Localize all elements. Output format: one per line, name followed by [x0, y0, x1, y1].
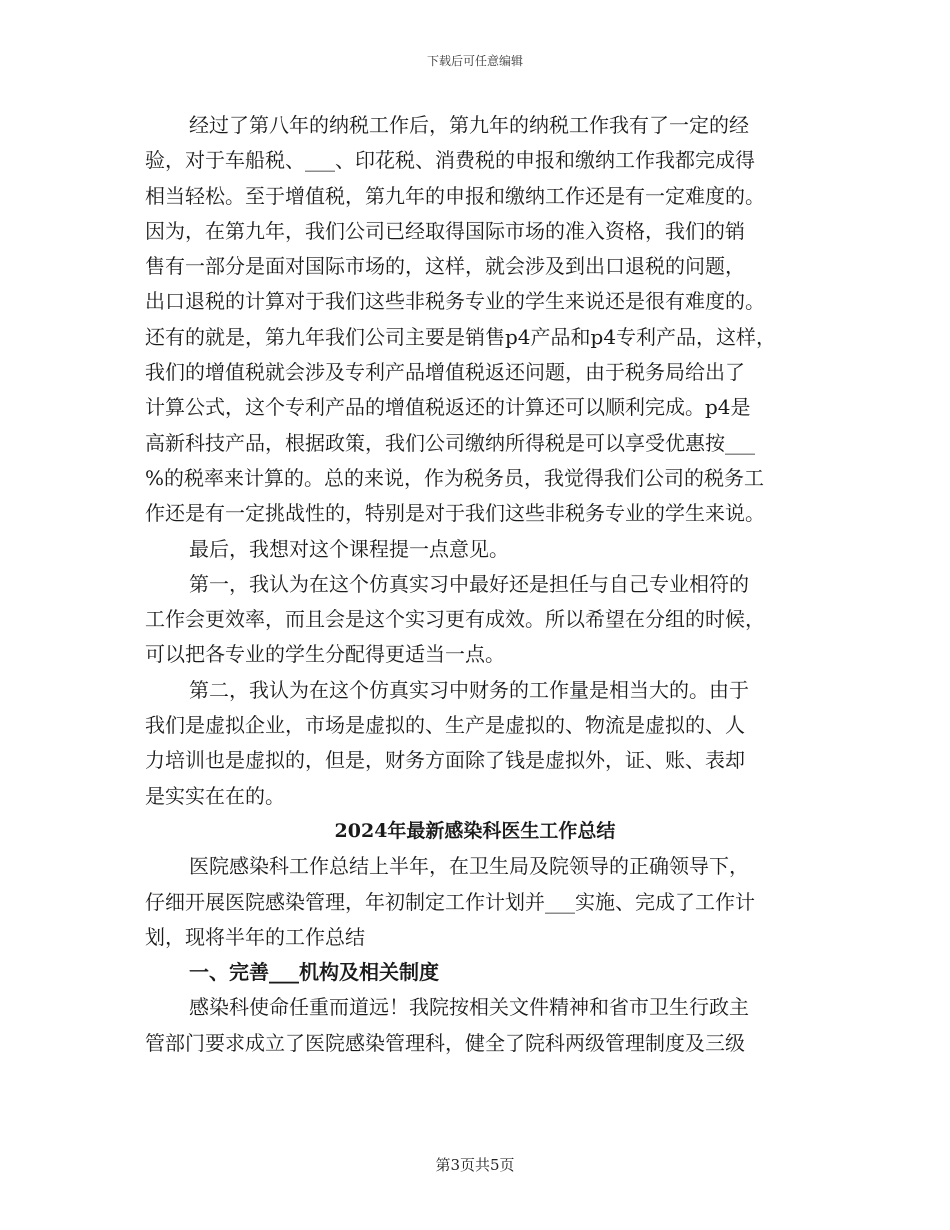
paragraph-line: 最后，我想对这个课程提一点意见。 — [189, 536, 509, 561]
paragraph-line: 第二，我认为在这个仿真实习中财务的工作量是相当大的。由于 — [189, 677, 749, 702]
paragraph-line: 第一，我认为在这个仿真实习中最好还是担任与自己专业相符的 — [189, 571, 749, 596]
section-title: 2024年最新感染科医生工作总结 — [334, 819, 616, 842]
paragraph-line: %的税率来计算的。总的来说，作为税务员，我觉得我们公司的税务工 — [145, 465, 765, 490]
paragraph-line: 管部门要求成立了医院感染管理科，健全了院科两级管理制度及三级 — [145, 1030, 745, 1055]
paragraph-line: 可以把各专业的学生分配得更适当一点。 — [145, 642, 505, 667]
document-body — [145, 108, 805, 1061]
paragraph-line: 工作会更效率，而且会是这个实习更有成效。所以希望在分组的时候， — [145, 607, 765, 632]
paragraph-line: 划，现将半年的工作总结 — [145, 924, 365, 949]
header-note: 下载后可任意编辑 — [426, 54, 523, 68]
paragraph-line: 高新科技产品，根据政策，我们公司缴纳所得税是可以享受优惠按___ — [145, 430, 755, 455]
paragraph-line: 仔细开展医院感染管理，年初制定工作计划并___实施、完成了工作计 — [145, 889, 755, 914]
paragraph-line: 相当轻松。至于增值税，第九年的申报和缴纳工作还是有一定难度的。 — [145, 183, 765, 208]
subsection-heading: 一、完善___机构及相关制度 — [189, 960, 439, 985]
paragraph-line: 因为，在第九年，我们公司已经取得国际市场的准入资格，我们的销 — [145, 218, 745, 243]
paragraph-line: 力培训也是虚拟的，但是，财务方面除了钱是虚拟外，证、账、表却 — [145, 748, 745, 773]
paragraph-line: 感染科使命任重而道远！我院按相关文件精神和省市卫生行政主 — [189, 995, 749, 1020]
paragraph-line: 我们的增值税就会涉及专利产品增值税返还问题，由于税务局给出了 — [145, 360, 745, 385]
paragraph-line: 医院感染科工作总结上半年，在卫生局及院领导的正确领导下， — [189, 854, 749, 879]
paragraph-line: 售有一部分是面对国际市场的，这样，就会涉及到出口退税的问题， — [145, 254, 745, 279]
paragraph-line: 还有的就是，第九年我们公司主要是销售p4产品和p4专利产品，这样， — [145, 324, 777, 349]
paragraph-line: 我们是虚拟企业，市场是虚拟的、生产是虚拟的、物流是虚拟的、人 — [145, 713, 745, 738]
page-number: 第3页共5页 — [435, 1156, 515, 1174]
paragraph-line: 出口退税的计算对于我们这些非税务专业的学生来说还是很有难度的。 — [145, 289, 765, 314]
paragraph-line: 验，对于车船税、___、印花税、消费税的申报和缴纳工作我都完成得 — [145, 148, 755, 173]
paragraph-line: 是实实在在的。 — [145, 783, 285, 808]
paragraph-line: 计算公式，这个专利产品的增值税返还的计算还可以顺利完成。p4是 — [145, 395, 751, 420]
paragraph-line: 作还是有一定挑战性的，特别是对于我们这些非税务专业的学生来说。 — [145, 501, 765, 526]
paragraph-line: 经过了第八年的纳税工作后，第九年的纳税工作我有了一定的经 — [189, 113, 749, 137]
